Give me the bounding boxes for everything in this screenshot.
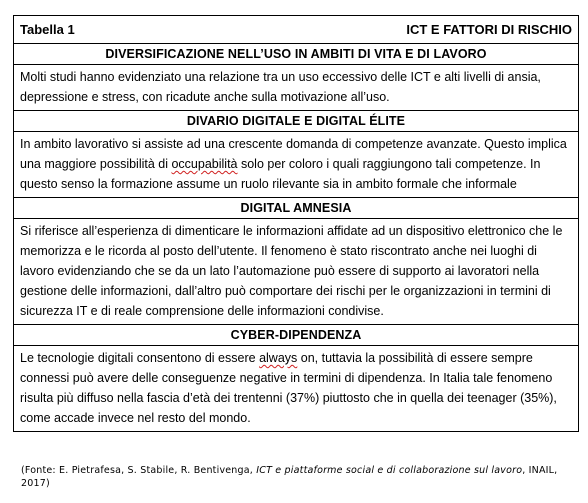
risk-factors-table [13, 15, 579, 432]
section-body-cyber-dipendenza [14, 345, 578, 431]
body-text: Le tecnologie digitali consentono di essere [20, 351, 260, 365]
source-citation [21, 464, 576, 490]
section-body-digital-amnesia: Si riferisce all’esperienza di dimenticare le informazioni affidate ad un dispositivo elettronico che le memorizza e le ricorda al posto dell’utente. Il fenomeno è stato riscontrato anche nei luoghi di lavoro evidenziando che se da un lato l’automazione può essere di supporto ai lavoratori nella gestione delle informazioni, dall’altro può comportare dei rischi per le organizzazioni in termini di sicurezza IT e di reale comprensione delle informazioni condivise. [14, 218, 578, 324]
source-prefix: (Fonte: E. Pietrafesa, S. Stabile, R. Bentivenga, [21, 465, 257, 476]
table-title-row [14, 16, 578, 43]
body-text: In ambito lavorativo si assiste ad una crescente domanda di competenze avanzate. Questo implica una maggiore possibilità di [20, 137, 567, 171]
spellcheck-marked-word: occupabilità [171, 157, 238, 171]
section-heading-divario-digitale: DIVARIO DIGITALE E DIGITAL ÉLITE [14, 110, 578, 131]
section-heading-diversificazione: DIVERSIFICAZIONE NELL’USO IN AMBITI DI VITA E DI LAVORO [14, 43, 578, 64]
body-text: solo per coloro i quali raggiungono tali competenze. In questo senso la formazione assume un ruolo rilevante sia in ambito formale che informale [20, 157, 541, 191]
source-title: ICT e piattaforme social e di collaborazione sul lavoro [256, 465, 523, 476]
section-body-diversificazione: Molti studi hanno evidenziato una relazione tra un uso eccessivo delle ICT e alti livelli di ansia, depressione e stress, con ricadute anche sulla motivazione all’uso. [14, 64, 578, 110]
section-heading-cyber-dipendenza: CYBER-DIPENDENZA [14, 324, 578, 345]
section-body-divario-digitale [14, 131, 578, 197]
body-text: on, tuttavia la possibilità di essere sempre connessi può avere delle conseguenze negative in termini di dipendenza. In Italia tale fenomeno risulta più diffuso nella fascia d’età dei trentenni (37%) piuttosto che in quella dei teenager (35%), come accade invece nel resto del mondo. [20, 351, 557, 425]
section-heading-digital-amnesia: DIGITAL AMNESIA [14, 197, 578, 218]
table-title: ICT E FATTORI DI RISCHIO [406, 22, 572, 37]
source-suffix: , INAIL, 2017) [21, 465, 558, 489]
table-label: Tabella 1 [20, 22, 75, 37]
spellcheck-marked-word: always [259, 351, 298, 365]
